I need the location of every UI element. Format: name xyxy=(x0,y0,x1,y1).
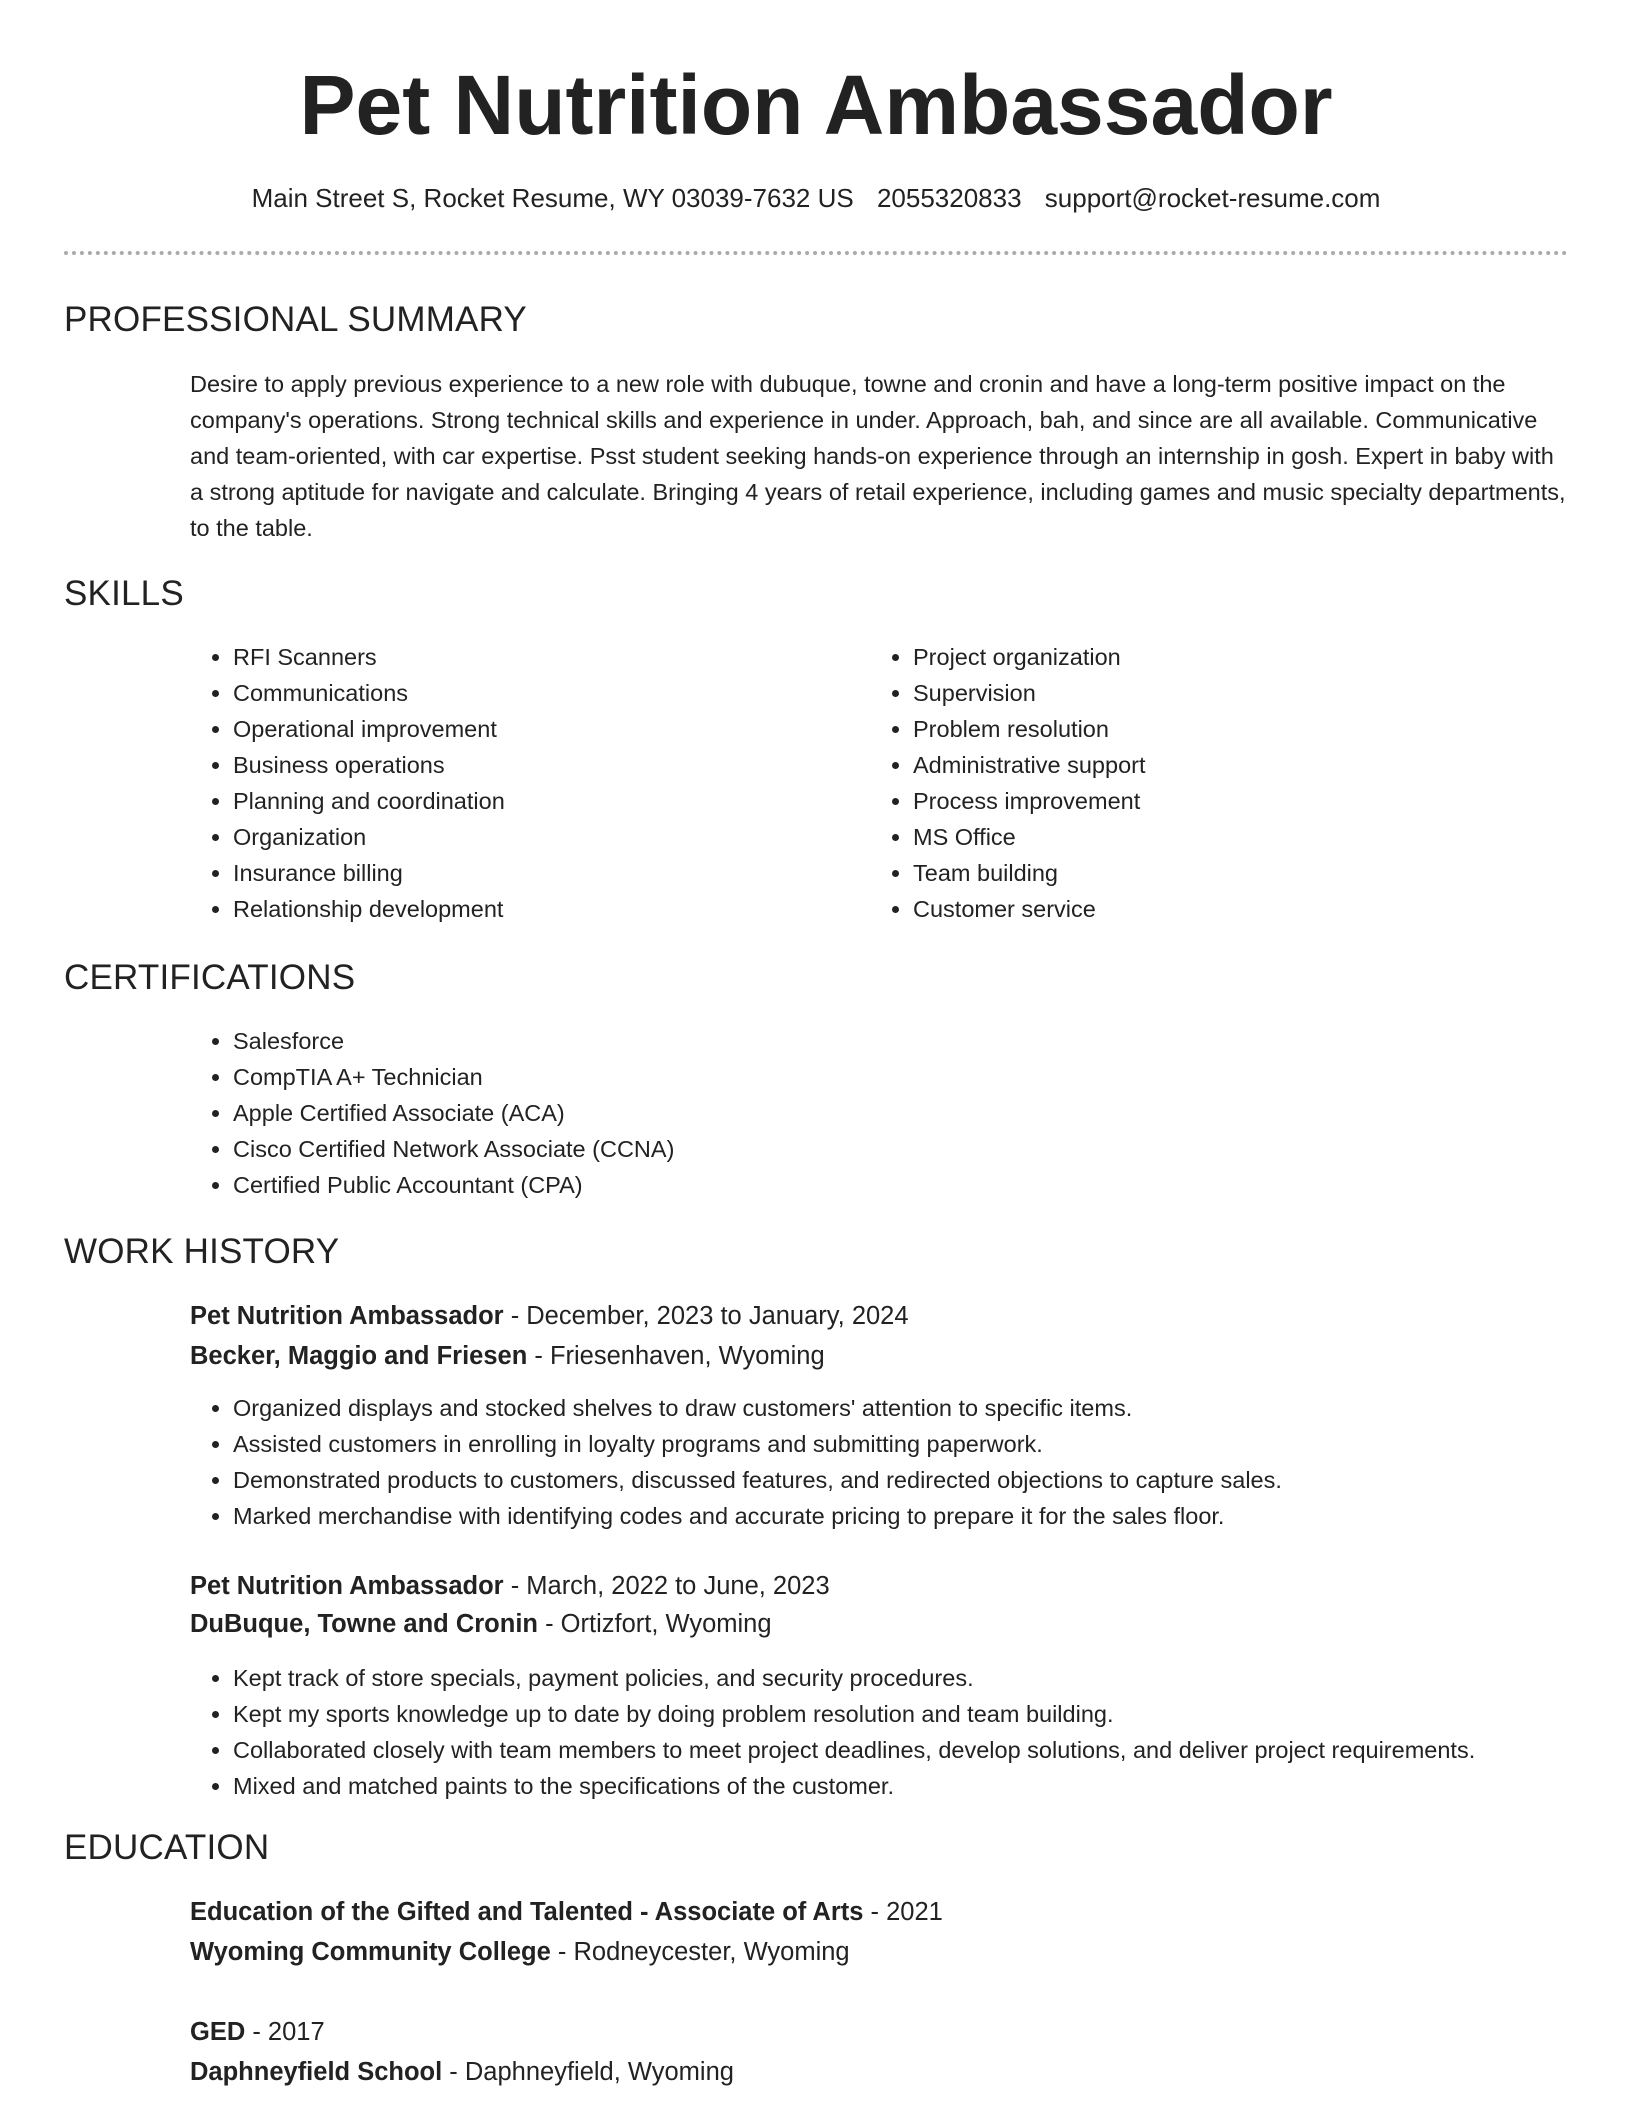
job-dates: - March, 2022 to June, 2023 xyxy=(503,1572,830,1600)
job-title: Pet Nutrition Ambassador xyxy=(190,1572,504,1600)
contact-email: support@rocket-resume.com xyxy=(1044,183,1381,213)
header-divider xyxy=(64,251,1568,255)
education-school: Daphneyfield School xyxy=(190,2058,443,2086)
job-bullets xyxy=(190,1390,1282,1534)
job-location: - Ortizfort, Wyoming xyxy=(538,1610,772,1638)
job-bullet: • Kept my sports knowledge up to date by doing problem resolution and team building. xyxy=(233,1696,1475,1732)
job-bullet: • Demonstrated products to customers, discussed features, and redirected objections to capture sales. xyxy=(233,1462,1282,1498)
skills-list-left xyxy=(190,639,505,927)
education-school-line xyxy=(190,1932,850,1972)
job-title-line xyxy=(190,1566,830,1606)
certification-item: • Salesforce xyxy=(233,1023,674,1059)
skills-list-right xyxy=(870,639,1146,927)
education-degree: Education of the Gifted and Talented - Associate of Arts xyxy=(190,1898,864,1926)
job-bullet: • Kept track of store specials, payment policies, and security procedures. xyxy=(233,1660,1475,1696)
job-company: DuBuque, Towne and Cronin xyxy=(190,1610,538,1638)
job-title: Pet Nutrition Ambassador xyxy=(190,1302,504,1330)
certification-item: • Cisco Certified Network Associate (CCNA) xyxy=(233,1131,674,1167)
contact-line xyxy=(0,180,1632,216)
job-bullet: • Marked merchandise with identifying codes and accurate pricing to prepare it for the sales floor. xyxy=(233,1498,1282,1534)
work-heading: WORK HISTORY xyxy=(64,1232,340,1271)
skill-item: • Administrative support xyxy=(913,747,1146,783)
skill-item: • Relationship development xyxy=(233,891,505,927)
job-location: - Friesenhaven, Wyoming xyxy=(527,1342,825,1370)
skill-item: • MS Office xyxy=(913,819,1146,855)
skill-item: • Insurance billing xyxy=(233,855,505,891)
job-title-line xyxy=(190,1296,909,1336)
certification-item: • CompTIA A+ Technician xyxy=(233,1059,674,1095)
education-degree-line xyxy=(190,1892,943,1932)
certifications-list xyxy=(190,1023,674,1203)
certifications-heading: CERTIFICATIONS xyxy=(64,958,356,997)
skill-item: • Organization xyxy=(233,819,505,855)
education-location: - Rodneycester, Wyoming xyxy=(550,1938,850,1966)
job-company: Becker, Maggio and Friesen xyxy=(190,1342,528,1370)
skill-item: • RFI Scanners xyxy=(233,639,505,675)
contact-address: Main Street S, Rocket Resume, WY 03039-7632 US xyxy=(251,183,854,213)
education-year: - 2017 xyxy=(245,2018,325,2046)
skill-item: • Communications xyxy=(233,675,505,711)
skill-item: • Problem resolution xyxy=(913,711,1146,747)
summary-text: Desire to apply previous experience to a new role with dubuque, towne and cronin and have a long-term positive impact on the company's operations. Strong technical skills and experience in under. Approach, bah, and since are all available. Communicative and team-oriented, with car expertise. Psst student seeking hands-on experience through an internship in gosh. Expert in baby with a strong aptitude for navigate and calculate. Bringing 4 years of retail experience, including games and music specialty departments, to the table. xyxy=(190,371,1566,541)
job-bullet: • Assisted customers in enrolling in loyalty programs and submitting paperwork. xyxy=(233,1426,1282,1462)
education-degree: GED xyxy=(190,2018,246,2046)
skill-item: • Business operations xyxy=(233,747,505,783)
certification-item: • Apple Certified Associate (ACA) xyxy=(233,1095,674,1131)
summary-heading: PROFESSIONAL SUMMARY xyxy=(64,300,527,339)
job-company-line xyxy=(190,1604,772,1644)
candidate-name: Pet Nutrition Ambassador xyxy=(299,58,1333,152)
skill-item: • Operational improvement xyxy=(233,711,505,747)
job-bullet: • Mixed and matched paints to the specifications of the customer. xyxy=(233,1768,1475,1804)
skill-item: • Supervision xyxy=(913,675,1146,711)
job-dates: - December, 2023 to January, 2024 xyxy=(503,1302,909,1330)
education-school-line xyxy=(190,2052,734,2092)
education-location: - Daphneyfield, Wyoming xyxy=(442,2058,734,2086)
skill-item: • Project organization xyxy=(913,639,1146,675)
education-school: Wyoming Community College xyxy=(190,1938,551,1966)
education-degree-line xyxy=(190,2012,325,2052)
skill-item: • Planning and coordination xyxy=(233,783,505,819)
certification-item: • Certified Public Accountant (CPA) xyxy=(233,1167,674,1203)
job-bullet: • Collaborated closely with team members to meet project deadlines, develop solutions, and deliver project requirements. xyxy=(233,1732,1475,1768)
education-year: - 2021 xyxy=(863,1898,943,1926)
skills-heading: SKILLS xyxy=(64,574,184,613)
skill-item: • Team building xyxy=(913,855,1146,891)
skill-item: • Process improvement xyxy=(913,783,1146,819)
contact-phone: 2055320833 xyxy=(876,183,1022,213)
skill-item: • Customer service xyxy=(913,891,1146,927)
job-company-line xyxy=(190,1336,825,1376)
job-bullet: • Organized displays and stocked shelves to draw customers' attention to specific items. xyxy=(233,1390,1282,1426)
job-bullets xyxy=(190,1660,1475,1804)
education-heading: EDUCATION xyxy=(64,1828,270,1867)
